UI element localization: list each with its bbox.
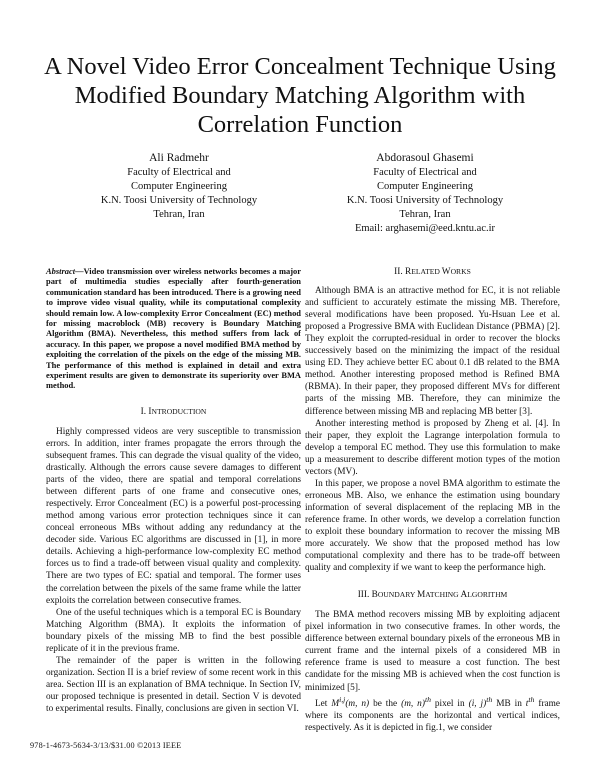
author-email: Email: arghasemi@eed.kntu.ac.ir [354, 223, 496, 234]
bma-paragraph-math: Let M$^{i,j}$(m, n) be the (m, n)$^{th}$ pixel in (i, j)$^{th}$ MB in $t^{th}$ frame where its components are the horizontal and vertical indices, respectively. As it is depicted in fig.1, we consider [305, 694, 561, 733]
author-block-1 [64, 151, 294, 222]
intro-paragraph: The remainder of the paper is written in the following organization. Section II is a brief review of some recent work in this area. Section III is an explanation of BMA technique. In Section IV, our proposed technique is presented in detail. Section V is devoted to experimental results. Finally, conclusions are given in section VI. [46, 655, 301, 714]
related-paragraph: Another interesting method is proposed by Zheng et al. [4]. In their paper, they exploit the Lagrange interpolation formula to develop a temporal EC method. They use this formulation to make up a measurement to describe different motion types of the motion vectors (MV). [305, 418, 560, 477]
copyright-footer: 978-1-4673-5634-3/13/$31.00 ©2013 IEEE [30, 741, 182, 750]
author-affiliation-line: K.N. Toosi University of Technology [100, 195, 258, 206]
author-affiliation-line: Computer Engineering [131, 181, 227, 192]
author-affiliation-line: Faculty of Electrical and [373, 167, 477, 178]
author-location: Tehran, Iran [399, 209, 451, 220]
author-affiliation-line: K.N. Toosi University of Technology [346, 195, 504, 206]
abstract [46, 266, 301, 391]
author-name: Ali Radmehr [149, 152, 209, 164]
author-name: Abdorasoul Ghasemi [376, 152, 474, 164]
author-affiliation-line: Faculty of Electrical and [127, 167, 231, 178]
abstract-lead: Abstract [46, 266, 76, 276]
right-column [305, 266, 560, 734]
author-affiliation-line: Computer Engineering [377, 181, 473, 192]
bma-paragraph: The BMA method recovers missing MB by exploiting adjacent pixel information in two consecutive frames. In other words, the difference between external boundary pixels of the erroneous MB in current frame and the internal pixels of a considered MB in reference frame is used to measure a cost function. The best candidate for the missing MB is achieved when the cost function is minimized [5]. [305, 610, 560, 693]
author-location: Tehran, Iran [153, 209, 205, 220]
section-heading-bma: III. BOUNDARY MATCHING ALGORITHM [357, 590, 508, 601]
related-paragraph: In this paper, we propose a novel BMA algorithm to estimate the erroneous MB. Also, we enhance the estimation using boundary information of several displacement of the replacing MB in the reference frame. In other words, we develop a correlation function to exploit these boundary information to recover the missing MB more accurately. We show that the proposed method has low computational complexity and there has to be trade-off between quality and complexity if we want to keep the performance high. [305, 478, 560, 574]
author-block-2 [310, 151, 540, 236]
intro-paragraph: One of the useful techniques which is a temporal EC is Boundary Matching Algorithm (BMA). It exploits the information of boundary pixels of the missing MB to find the best possible replicate of it in the previous frame. [46, 607, 301, 654]
paper-title: A Novel Video Error Concealment Technique Using Modified Boundary Matching Algorithm with Correlation Function [44, 53, 556, 138]
left-column [46, 266, 301, 715]
section-heading-introduction: I. INTRODUCTION [140, 406, 207, 417]
section-heading-related-works: II. RELATED WORKS [394, 267, 471, 277]
abstract-text: —Video transmission over wireless networks becomes a major part of multimedia studies especially after fourth-generation communication standard has been introduced. There is a growing need to improve video visual quality, while its computational complexity should remain low. A low-complexity Error Concealment (EC) method for missing macroblock (MB) recovery is Boundary Matching Algorithm (BMA). Nevertheless, this method suffers from lack of accuracy. In this paper, we propose a novel modified BMA method by exploiting the correlation of the pixels on the edge of the missing MB. The performance of this method is explained in detail and extra experiment results are given to demonstrate its superiority over BMA method. [46, 266, 301, 391]
related-paragraph: Although BMA is an attractive method for EC, it is not reliable and sufficient to accurately estimate the missing MB. Therefore, several modifications have been proposed. Yu-Hsuan Lee et al. proposed a Progressive BMA with Euclidean Distance (PBMA) [2]. They exploit the corrupted-residual in order to recover the blocks successively based on the minimizing the impact of the residual using ED. They achieve better EC about 0.1 dB related to the BMA method. Another interesting proposed method is Refined BMA (RBMA). In their paper, they proposed different MVs for different parts of the missing MB. Therefore, they can minimize the difference between missing MB and replacing MB better [3]. [305, 286, 560, 417]
intro-paragraph: Highly compressed videos are very susceptible to transmission errors. In addition, inter frames propagate the errors through the subsequent frames. This can degrade the visual quality of the video, drastically. Although the errors cause severe damages to different parts of the video, there are spatial and temporal correlations between different parts of one frame and consecutive ones, respectively. Error Concealment (EC) is a powerful post-processing method among various error protection techniques since it can conceal erroneous MBs without adding any redundancy at the decoder side. Various EC algorithms are discussed in [1], in more details. Achieving a high-performance low-complexity EC method forces us to find a trade-off between visual quality and complexity. There are two types of EC: spatial and temporal. The former uses the correlation between the pixels of the same frame while the latter exploits the correlation between consecutive frames. [46, 426, 301, 606]
